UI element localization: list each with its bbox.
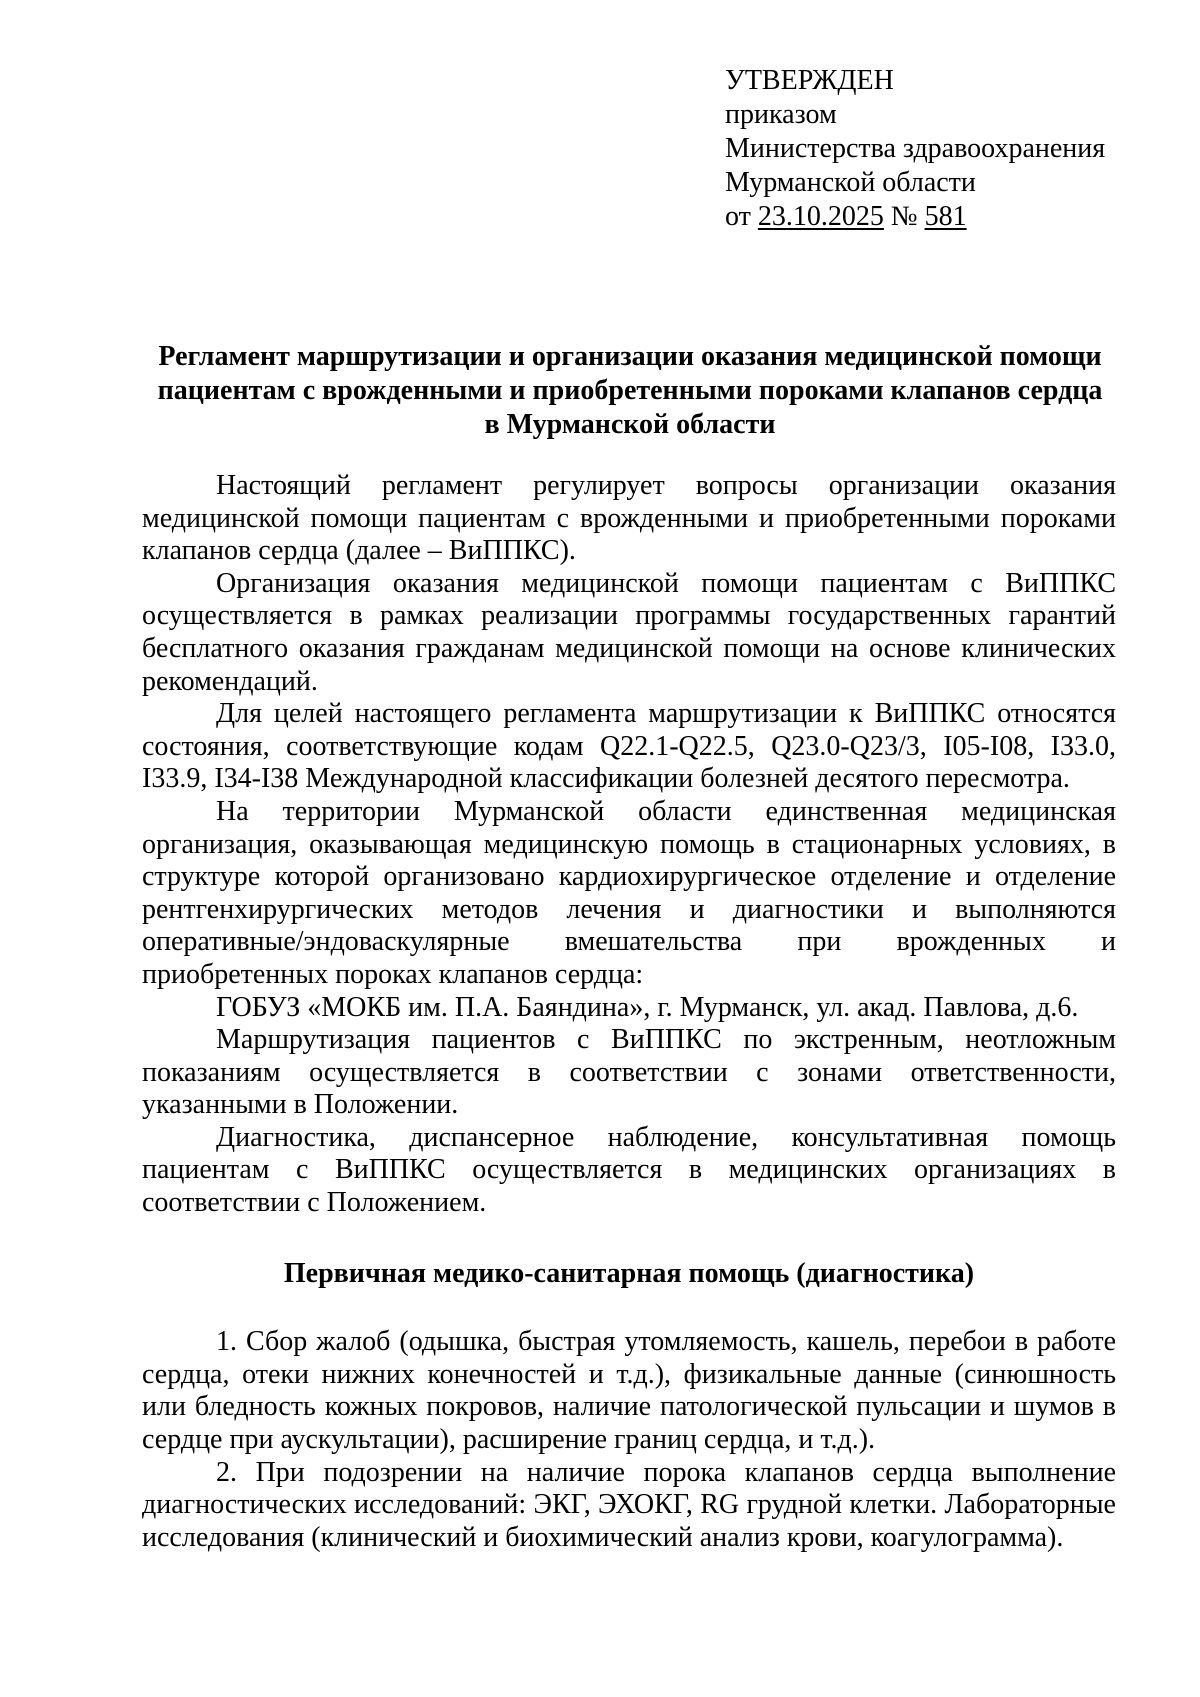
paragraph-hospital: ГОБУЗ «МОКБ им. П.А. Баяндина», г. Мурманск, ул. акад. Павлова, д.6. xyxy=(216,991,1079,1023)
approval-order-line: приказом xyxy=(725,99,837,130)
document-title xyxy=(140,340,1120,442)
title-line-3: в Мурманской области xyxy=(484,409,776,440)
paragraph-codes: Для целей настоящего регламента маршрутизации к ВиППКС относятся состояния, соответствующие кодам Q22.1-Q22.5, Q23.0-Q23/3, I05-I08, I33.0, I33.9, I34-I38 Международной классификации болезней десятого пересмотра. xyxy=(142,698,1116,795)
approval-number: 581 xyxy=(924,201,967,232)
paragraph-territory: На территории Мурманской области единственная медицинская организация, оказывающая медицинскую помощь в стационарных условиях, в структуре которой организовано кардиохирургическое отделение и отделение рентгенхирургических методов лечения и диагностики и выполняются оперативные/эндоваскулярные вмешательства при врожденных и приобретенных пороках клапанов сердца: xyxy=(142,795,1116,990)
approval-date-prefix: от xyxy=(725,201,751,232)
approval-region-line: Мурманской области xyxy=(725,167,976,198)
section-title: Первичная медико-санитарная помощь (диагностика) xyxy=(283,1257,975,1289)
paragraph-organization: Организация оказания медицинской помощи пациентам с ВиППКС осуществляется в рамках реализации программы государственных гарантий бесплатного оказания гражданам медицинской помощи на основе клинических рекомендаций. xyxy=(142,567,1116,697)
approval-date-line xyxy=(725,200,1105,234)
approval-number-sign: № xyxy=(890,201,918,232)
paragraph-diagnostics: Диагностика, диспансерное наблюдение, консультативная помощь пациентам с ВиППКС осуществляется в медицинских организациях в соответствии с Положением. xyxy=(142,1121,1116,1219)
paragraph-routing: Маршрутизация пациентов с ВиППКС по экстренным, неотложным показаниям осуществляется в соответствии с зонами ответственности, указанными в Положении. xyxy=(142,1024,1116,1121)
approval-block xyxy=(725,64,1105,234)
title-line-2: пациентам с врожденными и приобретенными пороками клапанов сердца xyxy=(157,375,1103,406)
document-body xyxy=(142,470,1116,1554)
list-item-2: 2. При подозрении на наличие порока клапанов сердца выполнение диагностических исследований: ЭКГ, ЭХОКГ, RG грудной клетки. Лабораторные исследования (клинический и биохимический анализ крови, коагулограмма). xyxy=(142,1456,1116,1553)
approval-date: 23.10.2025 xyxy=(757,201,884,232)
list-item-1: 1. Сбор жалоб (одышка, быстрая утомляемость, кашель, перебои в работе сердца, отеки нижних конечностей и т.д.), физикальные данные (синюшность или бледность кожных покровов, наличие патологической пульсации и шумов в сердце при аускультации), расширение границ сердца, и т.д.). xyxy=(142,1326,1116,1456)
paragraph-intro: Настоящий регламент регулирует вопросы организации оказания медицинской помощи пациентам с врожденными и приобретенными пороками клапанов сердца (далее – ВиППКС). xyxy=(142,470,1116,567)
approval-ministry-line: Министерства здравоохранения xyxy=(725,133,1106,164)
approval-heading: УТВЕРЖДЕН xyxy=(725,65,894,96)
title-line-1: Регламент маршрутизации и организации оказания медицинской помощи xyxy=(158,341,1102,372)
